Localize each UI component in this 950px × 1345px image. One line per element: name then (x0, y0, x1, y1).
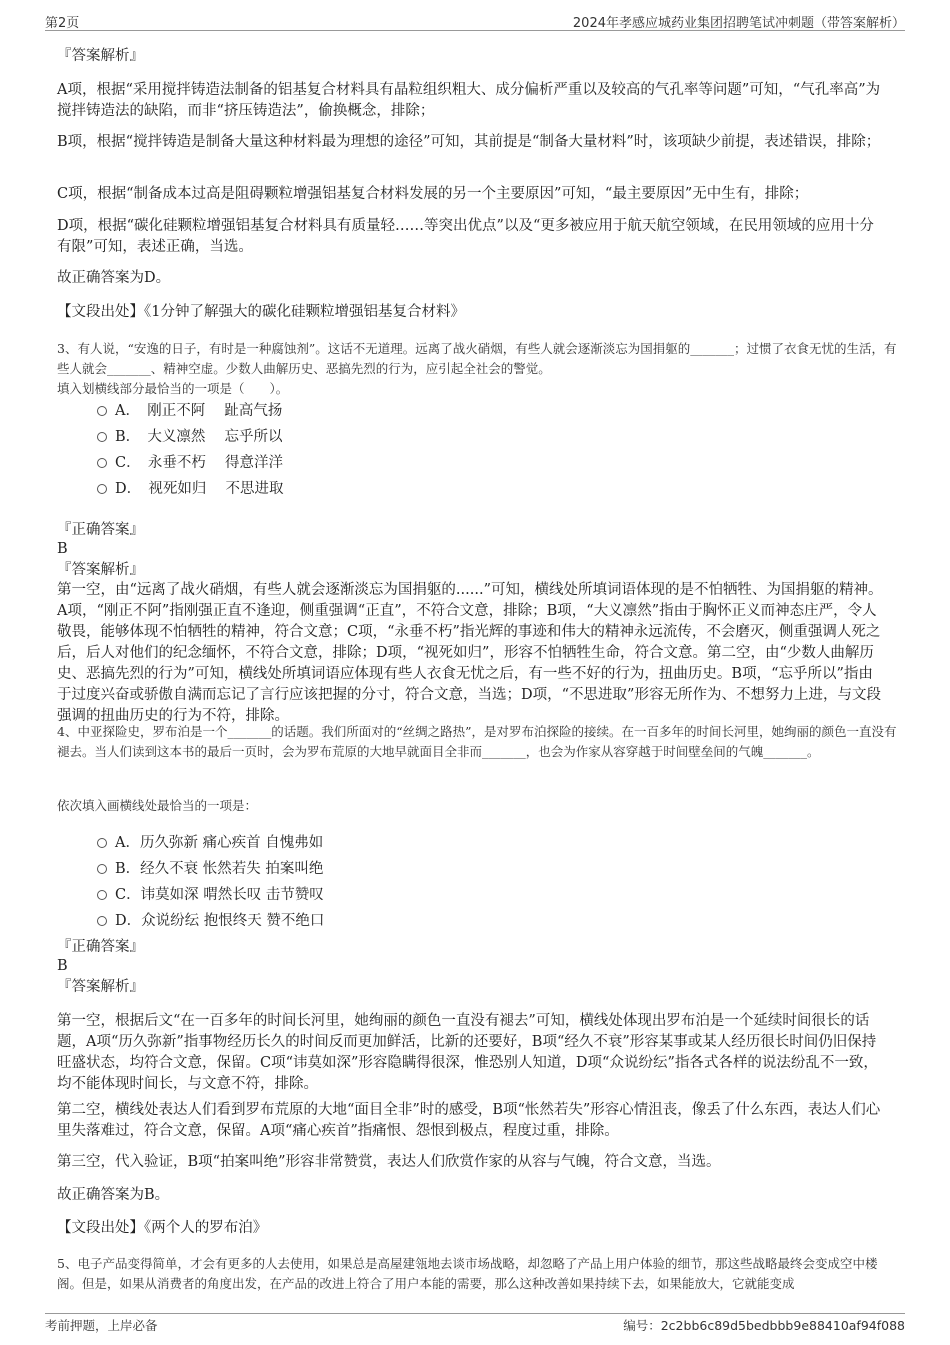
q2-analysis-d: D项，根据“碳化硅颗粒增强铝基复合材料具有质量轻……等突出优点”以及“更多被应用于航天航空领域，在民用领域的应用十分有限”可知，表述正确，当选。 (57, 218, 874, 255)
radio-icon[interactable] (97, 458, 107, 468)
radio-icon[interactable] (97, 432, 107, 442)
document-title: 2024年孝感应城药业集团招聘笔试冲刺题（带答案解析） (572, 16, 905, 31)
q3-analysis-title: 『答案解析』 (57, 562, 144, 578)
q4-source: 【文段出处】《两个人的罗布泊》 (57, 1220, 268, 1236)
radio-icon[interactable] (97, 838, 107, 848)
q3-answer: B (57, 541, 68, 557)
q4-option-b[interactable]: B．经久不衰 怅然若失 拍案叫绝 (97, 859, 323, 879)
page-number: 第2页 (45, 16, 80, 31)
q3-stem: 3、有人说，“安逸的日子，有时是一种腐蚀剂”。这话不无道理。远离了战火硝烟，有些人就会逐渐淡忘为国捐躯的_______；过惯了衣食无忧的生活，有些人就会_______、精神空虚。少数人曲解历史、恶搞先烈的行为，应引起全社会的警觉。 (57, 341, 897, 376)
q3-prompt: 填入划横线部分最恰当的一项是（ ）。 (57, 381, 289, 396)
q4-option-a[interactable]: A．历久弥新 痛心疾首 自愧弗如 (97, 833, 323, 853)
q4-option-d[interactable]: D．众说纷纭 抱恨终天 赞不绝口 (97, 911, 324, 931)
q4-prompt: 依次填入画横线处最恰当的一项是： (57, 798, 258, 813)
radio-icon[interactable] (97, 864, 107, 874)
footer-slogan: 考前押题，上岸必备 (45, 1318, 158, 1333)
q3-answer-title: 『正确答案』 (57, 522, 144, 538)
radio-icon[interactable] (97, 406, 107, 416)
radio-icon[interactable] (97, 484, 107, 494)
q4-conclusion: 故正确答案为B。 (57, 1187, 170, 1203)
q4-option-c[interactable]: C．讳莫如深 喟然长叹 击节赞叹 (97, 885, 324, 905)
q3-option-c[interactable]: C． 永垂不朽 得意洋洋 (97, 453, 283, 473)
q3-analysis: 第一空，由“远离了战火硝烟，有些人就会逐渐淡忘为国捐躯的......”可知，横线处所填词语体现的是不怕牺牲、为国捐躯的精神。A项，“刚正不阿”指刚强正直不逢迎，侧重强调“正直”，不符合文意，排除；B项，“大义凛然”指由于胸怀正义而神态庄严，令人敬畏，能够体现不怕牺牲的精神，符合文意；C项，“永垂不朽”指光辉的事迹和伟大的精神永远流传，不会磨灭，侧重强调人死之后，后人对他们的纪念缅怀，不符合文意，排除；D项，“视死如归”，形容不怕牺牲生命，符合文意。第二空，由“少数人曲解历史、恶搞先烈的行为”可知，横线处所填词语应体现有些人衣食无忧之后，有一些不好的行为，扭曲历史。B项，“忘乎所以”指由于过度兴奋或骄傲自满而忘记了言行应该把握的分寸，符合文意，当选；D项，“不思进取”形容无所作为、不想努力上进，与文段强调的扭曲历史的行为不符，排除。 (57, 582, 883, 724)
q4-stem: 4、中亚探险史，罗布泊是一个_______的话题。我们所面对的“丝绸之路热”，是对罗布泊探险的接续。在一百多年的时间长河里，她绚丽的颜色一直没有褪去。当人们读到这本书的最后一页时，会为罗布荒原的大地早就面目全非而_______，也会为作家从容穿越于时间壁垒间的气魄_______。 (57, 724, 897, 759)
q4-analysis-title: 『答案解析』 (57, 979, 144, 995)
q2-analysis-title: 『答案解析』 (57, 48, 144, 64)
page-footer (45, 1313, 905, 1334)
page-header (45, 10, 905, 31)
q4-analysis-p3: 第三空，代入验证，B项“拍案叫绝”形容非常赞赏，表达人们欣赏作家的从容与气魄，符合文意，当选。 (57, 1154, 721, 1170)
q3-option-a[interactable]: A． 刚正不阿 趾高气扬 (97, 401, 282, 421)
q3-option-b[interactable]: B． 大义凛然 忘乎所以 (97, 427, 283, 447)
q2-analysis-a: A项，根据“采用搅拌铸造法制备的铝基复合材料具有晶粒组织粗大、成分偏析严重以及较高的气孔率等问题”可知，“气孔率高”为搅拌铸造法的缺陷，而非“挤压铸造法”，偷换概念，排除； (57, 82, 881, 119)
q2-source: 【文段出处】《1分钟了解强大的碳化硅颗粒增强铝基复合材料》 (57, 304, 465, 320)
q4-analysis-p2: 第二空，横线处表达人们看到罗布荒原的大地“面目全非”时的感受，B项“怅然若失”形容心情沮丧，像丢了什么东西，表达人们心里失落难过，符合文意，保留。A项“痛心疾首”指痛恨、怨恨到极点，程度过重，排除。 (57, 1102, 881, 1139)
q4-answer-title: 『正确答案』 (57, 939, 144, 955)
document-code: 编号：2c2bb6c89d5bedbbb9e88410af94f088 (623, 1318, 905, 1333)
radio-icon[interactable] (97, 890, 107, 900)
q5-stem: 5、电子产品变得简单，才会有更多的人去使用，如果总是高屋建瓴地去谈市场战略，却忽略了产品上用户体验的细节，那这些战略最终会变成空中楼阁。但是，如果从消费者的角度出发，在产品的改进上符合了用户本能的需要，那么这种改善如果持续下去，如果能放大，它就能变成 (57, 1256, 878, 1291)
radio-icon[interactable] (97, 916, 107, 926)
q3-option-d[interactable]: D． 视死如归 不思进取 (97, 479, 283, 499)
q4-answer: B (57, 958, 68, 974)
q2-conclusion: 故正确答案为D。 (57, 270, 171, 286)
q4-analysis-p1: 第一空，根据后文“在一百多年的时间长河里，她绚丽的颜色一直没有褪去”可知，横线处体现出罗布泊是一个延续时间很长的话题，A项“历久弥新”指事物经历长久的时间反而更加鲜活，比新的还要好，B项“经久不衰”形容某事或某人经历很长时间仍旧保持旺盛状态，均符合文意，保留。C项“讳莫如深”形容隐瞒得很深，惟恐别人知道，D项“众说纷纭”指各式各样的说法纷乱不一致，均不能体现时间长，与文意不符，排除。 (57, 1013, 878, 1092)
q2-analysis-b: B项，根据“搅拌铸造是制备大量这种材料最为理想的途径”可知，其前提是“制备大量材料”时，该项缺少前提，表述错误，排除； (57, 134, 881, 150)
q2-analysis-c: C项，根据“制备成本过高是阻碍颗粒增强铝基复合材料发展的另一个主要原因”可知，“最主要原因”无中生有，排除； (57, 186, 809, 202)
